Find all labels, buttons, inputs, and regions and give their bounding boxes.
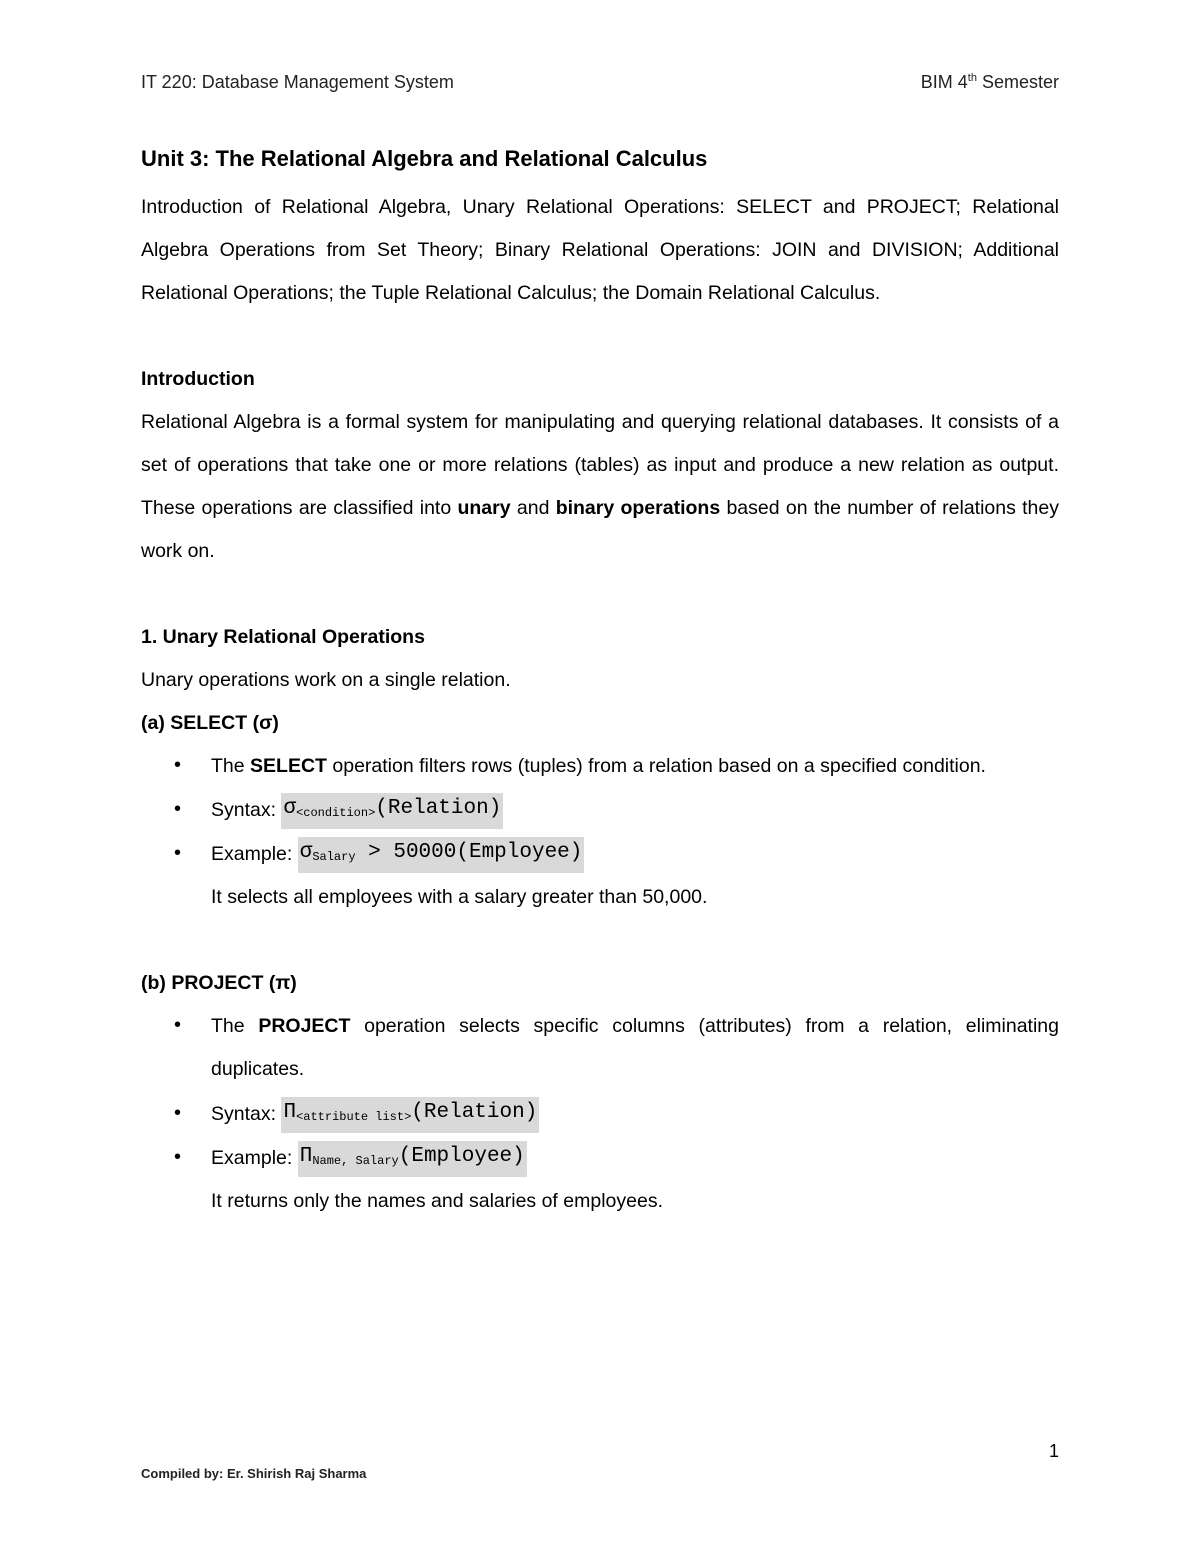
sigma-symbol: σ bbox=[299, 840, 313, 864]
bullet-dot: • bbox=[174, 1102, 182, 1124]
project-definition bbox=[211, 1005, 1059, 1091]
project-syntax-argument: (Relation) bbox=[411, 1100, 538, 1124]
project-syntax bbox=[211, 1093, 1059, 1136]
unit-topics: Introduction of Relational Algebra, Unary Relational Operations: SELECT and PROJECT; Relational Algebra Operations from Set Theory; Binary Relational Operations: JOIN and DIVISION; Additional Relational Operations; the Tuple Relational Calculus; the Domain Relational Calculus. bbox=[141, 196, 1059, 304]
intro-bold-binary: binary operations bbox=[555, 497, 721, 519]
select-heading: (a) SELECT (σ) bbox=[141, 712, 279, 734]
project-syntax-label: Syntax: bbox=[211, 1103, 282, 1125]
intro-text-1: Relational Algebra is a formal system for manipulating and querying relational databases. It consists of a set of operations that take one or more relations (tables) as input and produce a new relation as output. These operations are classified into bbox=[141, 411, 1059, 519]
select-example-condition: > 50000 bbox=[355, 840, 457, 864]
project-example bbox=[211, 1137, 1059, 1180]
bullet-dot: • bbox=[174, 754, 182, 776]
section1-heading: 1. Unary Relational Operations bbox=[141, 626, 425, 648]
select-def-bold: SELECT bbox=[250, 755, 327, 777]
bullet-dot: • bbox=[174, 1014, 182, 1036]
select-syntax bbox=[211, 789, 1059, 832]
project-example-argument: (Employee) bbox=[398, 1144, 525, 1168]
project-example-subscript: Name, Salary bbox=[312, 1153, 399, 1168]
sigma-symbol: σ bbox=[283, 796, 297, 820]
pi-symbol: Π bbox=[283, 1100, 297, 1124]
select-example-label: Example: bbox=[211, 843, 298, 865]
select-definition bbox=[211, 745, 1059, 788]
project-example-note: It returns only the names and salaries of employees. bbox=[211, 1190, 663, 1212]
project-def-post: operation selects specific columns (attributes) from a relation, eliminating duplicates. bbox=[211, 1015, 1059, 1080]
pi-symbol: Π bbox=[299, 1144, 313, 1168]
project-def-bold: PROJECT bbox=[258, 1015, 351, 1037]
bullet-dot: • bbox=[174, 842, 182, 864]
intro-text-and: and bbox=[510, 497, 556, 519]
project-def-pre: The bbox=[211, 1015, 259, 1037]
select-example-subscript: Salary bbox=[312, 849, 356, 864]
project-syntax-subscript: <attribute list> bbox=[296, 1109, 412, 1124]
unit-title: Unit 3: The Relational Algebra and Relational Calculus bbox=[141, 146, 708, 171]
footer-compiled-by: Compiled by: Er. Shirish Raj Sharma bbox=[141, 1466, 367, 1481]
select-def-pre: The bbox=[211, 755, 251, 777]
bullet-dot: • bbox=[174, 1146, 182, 1168]
select-example-code bbox=[298, 837, 585, 873]
page-number: 1 bbox=[1048, 1441, 1059, 1461]
select-syntax-label: Syntax: bbox=[211, 799, 282, 821]
select-example bbox=[211, 833, 1059, 876]
intro-text-2: based on the number of relations they work on. bbox=[141, 497, 1059, 562]
section1-description: Unary operations work on a single relation. bbox=[141, 669, 511, 691]
project-syntax-code bbox=[281, 1097, 539, 1133]
introduction-body bbox=[141, 401, 1059, 573]
program-superscript: th bbox=[967, 72, 977, 84]
bullet-dot: • bbox=[174, 798, 182, 820]
program-suffix: Semester bbox=[976, 72, 1059, 92]
header-program bbox=[921, 72, 1059, 93]
select-example-note: It selects all employees with a salary greater than 50,000. bbox=[211, 886, 708, 908]
select-syntax-subscript: <condition> bbox=[296, 805, 376, 820]
select-syntax-argument: (Relation) bbox=[375, 796, 502, 820]
select-def-post: operation filters rows (tuples) from a relation based on a specified condition. bbox=[326, 755, 986, 777]
project-heading: (b) PROJECT (π) bbox=[141, 972, 297, 994]
select-example-argument: (Employee) bbox=[456, 840, 583, 864]
introduction-heading: Introduction bbox=[141, 368, 255, 390]
header-course: IT 220: Database Management System bbox=[141, 72, 454, 92]
intro-bold-unary: unary bbox=[457, 497, 511, 519]
project-example-label: Example: bbox=[211, 1147, 298, 1169]
project-example-code bbox=[298, 1141, 527, 1177]
program-prefix: BIM 4 bbox=[920, 72, 968, 92]
select-syntax-code bbox=[281, 793, 503, 829]
